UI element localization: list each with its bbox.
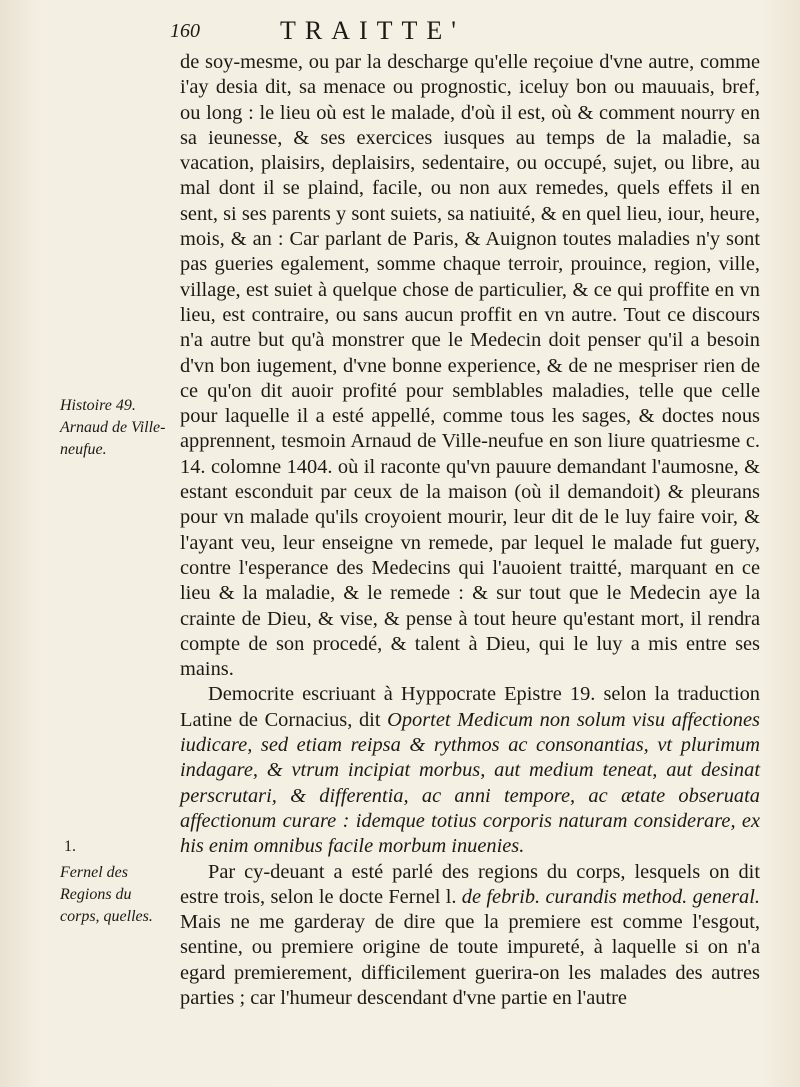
- running-title: TRAITTE': [280, 16, 465, 45]
- paragraph-3-start: Par cy-deuant a esté parlé des regions du corps, lesquels on dit estre trois, selon le docte Fernel l.: [180, 860, 760, 908]
- paragraph-3-end: Mais ne me garderay de dire que la premiere est comme l'esgout, sentine, ou premiere origine de toute impureté, à laquelle si on n'a egard premierement, difficilement guerira-on les malades des autres parties ; car l'humeur descendant d'vne partie en l'autre: [180, 911, 760, 1009]
- page-number: 160: [170, 20, 200, 42]
- paragraph-2: [180, 682, 760, 859]
- paragraph-3: [180, 860, 760, 1012]
- paragraph-1: de soy-mesme, ou par la descharge qu'elle reçoiue d'vne autre, comme i'ay desia dit, sa menace ou prognostic, iceluy bon ou mauuais, bref, ou long : le lieu où est le malade, d'où il est, où & comment nourry en sa ieunesse, & ses exercices iusques au temps de la maladie, sa vacation, plaisirs, deplaisirs, sedentaire, ou occupé, sujet, ou libre, au mal dont il se plaind, facile, ou non aux remedes, quels effets il en sent, si ses parents y sont suiets, sa natiuité, & en quel lieu, iour, heure, mois, & an : Car parlant de Paris, & Auignon toutes maladies n'y sont pas gueries egalement, somme chaque terroir, prouince, region, ville, village, est suiet à quelque chose de particulier, & ce qui proffite en vn lieu, est contraire, ou sans aucun proffit en vn autre. Tout ce discours n'a autre but qu'à monstrer que le Medecin doit penser qu'il a besoin d'vn bon iugement, d'vne bonne experience, & de ne mespriser rien de ce qu'on dit auoir profité pour semblables maladies, telle que celle pour laquelle il a esté appellé, comme tous les sages, & doctes nous apprennent, tesmoin Arnaud de Ville-neufue en son liure quatriesme c. 14. colomne 1404. où il raconte qu'vn pauure demandant l'aumosne, & estant esconduit par ceux de la maison (où il demandoit) & pleurans pour vn malade qu'ils croyoient mourir, leur dit de le luy faire voir, & l'ayant veu, leur enseigne vn remede, par lequel le malade fut guery, contre l'esperance des Medecins qui l'auoient traitté, marquant en ce lieu & la maladie, & le remede : & sur tout que le Medecin aye la crainte de Dieu, & vise, & pense à tout heure qu'estant mort, il rendra compte de son procedé, & talent à Dieu, qui le luy a mis entre ses mains.: [180, 51, 760, 681]
- page-header: [170, 16, 690, 50]
- margin-note-histoire: Histoire 49. Arnaud de Ville-neufue.: [60, 397, 166, 458]
- paragraph-2-intro: Democrite escriuant à Hyppocrate Epistre 19. selon la traduction Latine de Cornacius, dit: [180, 683, 760, 731]
- fernel-reference: de febrib. curandis method. general.: [461, 885, 760, 908]
- margin-note-fernel: Fernel des Regions du corps, quelles.: [60, 864, 153, 925]
- margin-note-number: 1.: [64, 838, 76, 855]
- body-text: [180, 50, 760, 1011]
- latin-quotation: Oportet Medicum non solum visu affectiones iudicare, sed etiam reipsa & rythmos ac consonantias, vt plurimum indagare, & vtrum incipiat morbus, aut medium teneat, aut desinat perscrutari, & differentia, ac anni tempore, ac ætate obseruata affectionum curare : idemque totius corporis naturam considerare, ex his enim omnibus facile morbum inuenies.: [180, 708, 760, 858]
